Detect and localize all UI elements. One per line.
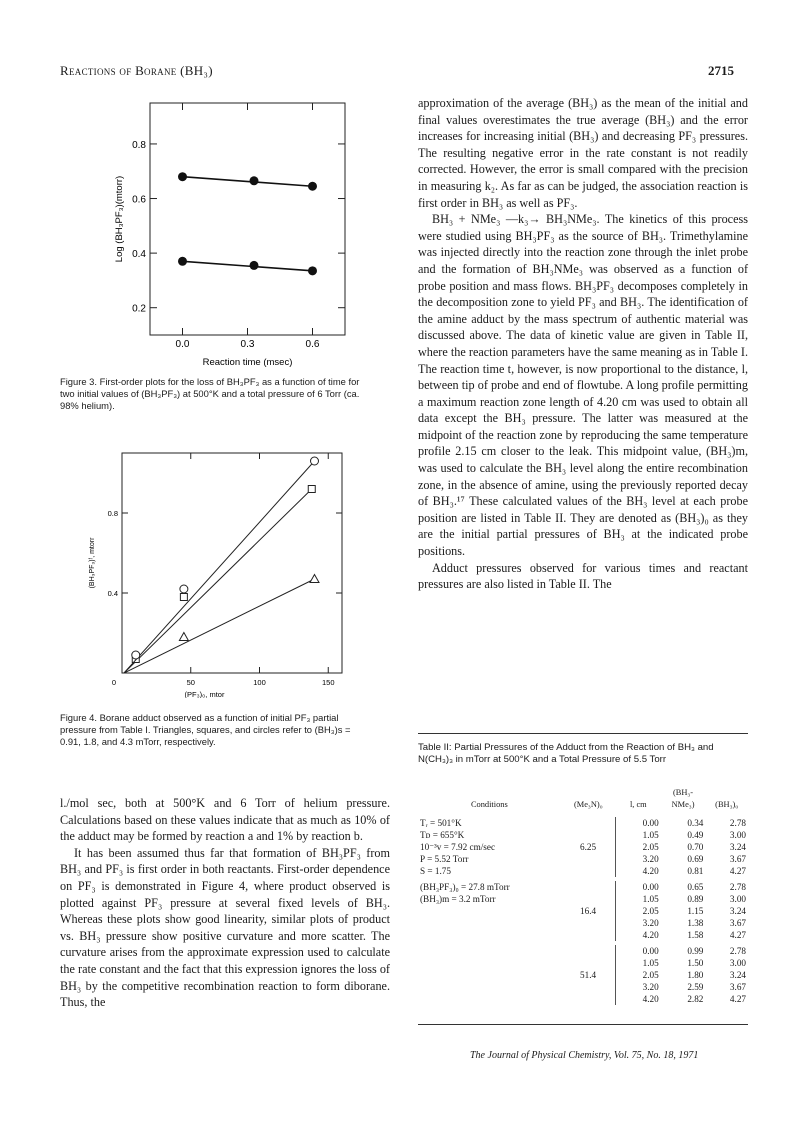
value-cell: 2.05: [616, 841, 661, 853]
value-cell: 2.78: [729, 882, 746, 892]
condition-cell: [418, 993, 561, 1005]
data-point: [250, 176, 259, 185]
me3n-cell: [561, 929, 616, 941]
me3n-cell: [561, 945, 616, 957]
triangle-point: [179, 633, 188, 641]
condition-cell: (BH₃PF₃)₀ = 27.8 mTorr: [420, 882, 510, 892]
table-row: [418, 893, 748, 905]
me3n-cell: 6.25: [580, 842, 597, 852]
value-cell: 3.24: [729, 842, 746, 852]
x-tick-label: 0.6: [305, 339, 320, 350]
table-row: [418, 969, 748, 981]
y-axis-label: (BH₃PF₃)ᶠ, mtorr: [89, 537, 96, 589]
table-row: [418, 905, 748, 917]
figure-3-plot: [60, 95, 380, 375]
me3n-cell: [561, 917, 616, 929]
figure-4-plot: [60, 443, 380, 698]
right-column: [418, 95, 748, 593]
condition-cell: [418, 929, 561, 941]
value-cell: 3.24: [729, 970, 746, 980]
y-tick-label: 0.4: [107, 589, 118, 598]
fit-line: [124, 579, 315, 673]
y-tick-label: 0.2: [132, 303, 146, 315]
value-cell: 1.58: [687, 930, 704, 940]
column-header: (BH₃-NMe₃): [671, 788, 695, 809]
column-header: Conditions: [470, 800, 508, 809]
paragraph: approximation of the average (BH₃) as the mean of the initial and final values overestimates the true average (BH₃) and the error increases for increasing initial (BH₃) and decreasing PF₃ pressures. The resulting negative error in the rate constant is not readily corrected. However, the error is small compared with the precision in measuring k₂. As far as can be judged, the association reaction is first order in BH₃ as well as PF₃.: [418, 96, 748, 210]
value-cell: 0.70: [687, 842, 704, 852]
me3n-cell: [561, 993, 616, 1005]
value-cell: 4.27: [729, 866, 746, 876]
value-cell: 0.89: [687, 894, 704, 904]
journal-footer: The Journal of Physical Chemistry, Vol. 75, No. 18, 1971: [470, 1050, 699, 1061]
figure-4-caption: Figure 4. Borane adduct observed as a function of initial PF₃ partial pressure from Table I. Triangles, squares, and circles refer to (BH₃)s = 0.91, 1.8, and 4.3 mTorr, respectively.: [60, 712, 351, 747]
value-cell: 2.05: [616, 905, 661, 917]
x-tick-label: 150: [321, 678, 335, 687]
value-cell: 3.67: [729, 854, 746, 864]
x-axis-label: (PF₃)₀, mtor: [184, 690, 225, 698]
column-header: (BH₃)₀: [715, 800, 739, 809]
table-row: [418, 929, 748, 941]
plot-frame: [150, 103, 345, 335]
condition-cell: [418, 969, 561, 981]
data-point: [308, 182, 317, 191]
value-cell: 2.82: [687, 994, 704, 1004]
table-row: [418, 853, 748, 865]
x-tick-label: 100: [253, 678, 266, 687]
condition-cell: [418, 957, 561, 969]
condition-cell: [418, 945, 561, 957]
value-cell: 3.67: [729, 918, 746, 928]
condition-cell: [418, 905, 561, 917]
value-cell: 3.00: [729, 830, 746, 840]
value-cell: 0.00: [616, 945, 661, 957]
me3n-cell: [561, 957, 616, 969]
paragraph: It has been assumed thus far that formation of BH₃PF₃ from BH₃ and PF₃ is first order in both reactants. First-order dependence on PF₃ is demonstrated in Figure 4, where product observed is plotted against PF₃ pressure at several fixed levels of BH₃. Whereas these plots show good linearity, similar plots of product vs. BH₃ pressure show positive curvature and more scatter. The curvature arises from the approximate expression used to calculate the rate constant and the fact that this expression ignores the loss of BH₃ by the competitive recombination reaction to form diborane. Thus, the: [60, 845, 390, 1010]
data-point: [178, 257, 187, 266]
me3n-cell: [561, 853, 616, 865]
value-cell: 3.20: [616, 917, 661, 929]
x-axis-label: Reaction time (msec): [202, 357, 293, 368]
table-row: [418, 945, 748, 957]
me3n-cell: [561, 829, 616, 841]
value-cell: 2.78: [729, 818, 746, 828]
table-row: [418, 993, 748, 1005]
data-point: [178, 172, 187, 181]
condition-cell: [418, 917, 561, 929]
me3n-cell: [561, 865, 616, 877]
value-cell: 3.24: [729, 906, 746, 916]
table-row: [418, 865, 748, 877]
table-bottom-rule: [418, 1024, 748, 1025]
x-tick-label: 50: [186, 678, 195, 687]
me3n-cell: [561, 981, 616, 993]
value-cell: 4.20: [616, 865, 661, 877]
value-cell: 0.81: [687, 866, 704, 876]
paragraph: BH₃ + NMe₃ —k₃→ BH₃NMe₃. The kinetics of this process were studied using BH₃PF₃ as the source of BH₃. Trimethylamine was injected directly into the reaction zone through the inlet probe and the formation of BH₃NMe₃ was observed as a function of probe position and mass flows. BH₃PF₃ decomposes completely in the decomposition zone to yield PF₃ and BH₃. The identification of the amine adduct by the mass spectrum of authentic material was discussed above. The data of kinetic value are given in Table II, where the reaction parameters have the same meaning as in Table I. The reaction time t, however, is now proportional to the distance, l, between tip of probe and end of flowtube. A long profile permitting a maximum reaction zone length of 4.20 cm was used to obtain all data except the BH₃ pressure. The latter was measured at the midpoint of the reaction zone by reproducing the same temperature profile 2.15 cm closer to the leak. This midpoint value, (BH₃)m, was used to calculate the BH₃ level along the entire recombination zone, in the absence of amine, using the previously reported decay of BH₃.¹⁷ These calculated values of the BH₃ level at each probe position are listed in Table II. They are denoted as (BH₃)₀ as they are the initial partial pressures of BH₃ at the indicated probe positions.: [418, 212, 748, 559]
table-row: [418, 881, 748, 893]
condition-cell: [418, 981, 561, 993]
condition-cell: Tᵣ = 501°K: [420, 818, 462, 828]
fit-line: [183, 261, 313, 271]
table-row: [418, 841, 748, 853]
data-point: [250, 261, 259, 270]
square-point: [180, 594, 187, 601]
value-cell: 1.05: [616, 829, 661, 841]
value-cell: 4.27: [729, 930, 746, 940]
table-row: [418, 981, 748, 993]
triangle-point: [310, 575, 319, 583]
column-header: l, cm: [629, 800, 647, 809]
condition-cell: S = 1.75: [420, 866, 451, 876]
square-point: [308, 486, 315, 493]
condition-cell: 10⁻³v = 7.92 cm/sec: [420, 842, 496, 852]
fit-line: [124, 489, 312, 673]
value-cell: 0.00: [616, 881, 661, 893]
table-title: Table II: Partial Pressures of the Adduct from the Reaction of BH₃ and N(CH₃)₃ in mTorr at 500°K and a Total Pressure of 5.5 Torr: [418, 742, 714, 765]
value-cell: 0.34: [687, 818, 704, 828]
table-row: [418, 957, 748, 969]
condition-cell: Tᴅ = 655°K: [420, 830, 465, 840]
y-tick-label: 0.4: [132, 249, 146, 261]
data-point: [308, 266, 317, 275]
value-cell: 1.38: [687, 918, 704, 928]
me3n-cell: 51.4: [580, 970, 597, 980]
fit-line: [124, 461, 315, 673]
x-tick-label: 0: [111, 678, 117, 687]
value-cell: 2.59: [687, 982, 704, 992]
y-tick-label: 0.8: [107, 509, 118, 518]
me3n-cell: [561, 881, 616, 893]
value-cell: 0.49: [687, 830, 704, 840]
value-cell: 4.20: [616, 929, 661, 941]
paragraph: Adduct pressures observed for various times and reactant pressures are also listed in Table II. The: [418, 560, 748, 592]
left-column: [60, 795, 390, 1011]
condition-cell: P = 5.52 Torr: [420, 854, 469, 864]
value-cell: 1.05: [616, 957, 661, 969]
paragraph: l./mol sec, both at 500°K and 6 Torr of helium pressure. Calculations based on these values indicate that as much as 10% of the adduct may be formed by reaction a and 1% by reaction b.: [60, 796, 390, 844]
value-cell: 3.67: [729, 982, 746, 992]
x-tick-label: 0.3: [240, 339, 255, 350]
circle-point: [132, 651, 140, 659]
me3n-cell: [561, 893, 616, 905]
value-cell: 4.27: [729, 994, 746, 1004]
circle-point: [180, 585, 188, 593]
value-cell: 1.05: [616, 893, 661, 905]
value-cell: 0.00: [616, 817, 661, 829]
table-row: [418, 917, 748, 929]
fit-line: [183, 177, 313, 187]
value-cell: 3.20: [616, 981, 661, 993]
table-top-rule: [418, 733, 748, 734]
value-cell: 3.20: [616, 853, 661, 865]
y-axis-label: Log (BH₃PF₃)(mtorr): [114, 175, 125, 263]
running-header: Reactions of Borane (BH₃): [60, 63, 213, 78]
value-cell: 0.99: [687, 946, 704, 956]
value-cell: 3.00: [729, 894, 746, 904]
y-tick-label: 0.8: [132, 139, 146, 151]
value-cell: 2.78: [729, 946, 746, 956]
figure-3-caption: Figure 3. First-order plots for the loss of BH₃PF₃ as a function of time for two initial values of (BH₃PF₃) at 500°K and a total pressure of 6 Torr (ca. 98% helium).: [60, 376, 360, 411]
value-cell: 1.50: [687, 958, 704, 968]
column-header: (Me₃N)₀: [573, 800, 603, 809]
condition-cell: (BH₃)m = 3.2 mTorr: [420, 894, 496, 904]
circle-point: [311, 457, 319, 465]
table-ii: [418, 787, 748, 1005]
value-cell: 1.80: [687, 970, 704, 980]
table-row: [418, 829, 748, 841]
value-cell: 0.69: [687, 854, 704, 864]
value-cell: 3.00: [729, 958, 746, 968]
value-cell: 0.65: [687, 882, 704, 892]
table-row: [418, 817, 748, 829]
page-number: 2715: [708, 63, 734, 78]
me3n-cell: [561, 817, 616, 829]
value-cell: 2.05: [616, 969, 661, 981]
x-tick-label: 0.0: [175, 339, 190, 350]
value-cell: 4.20: [616, 993, 661, 1005]
me3n-cell: 16.4: [580, 906, 597, 916]
y-tick-label: 0.6: [132, 194, 146, 206]
value-cell: 1.15: [687, 906, 704, 916]
